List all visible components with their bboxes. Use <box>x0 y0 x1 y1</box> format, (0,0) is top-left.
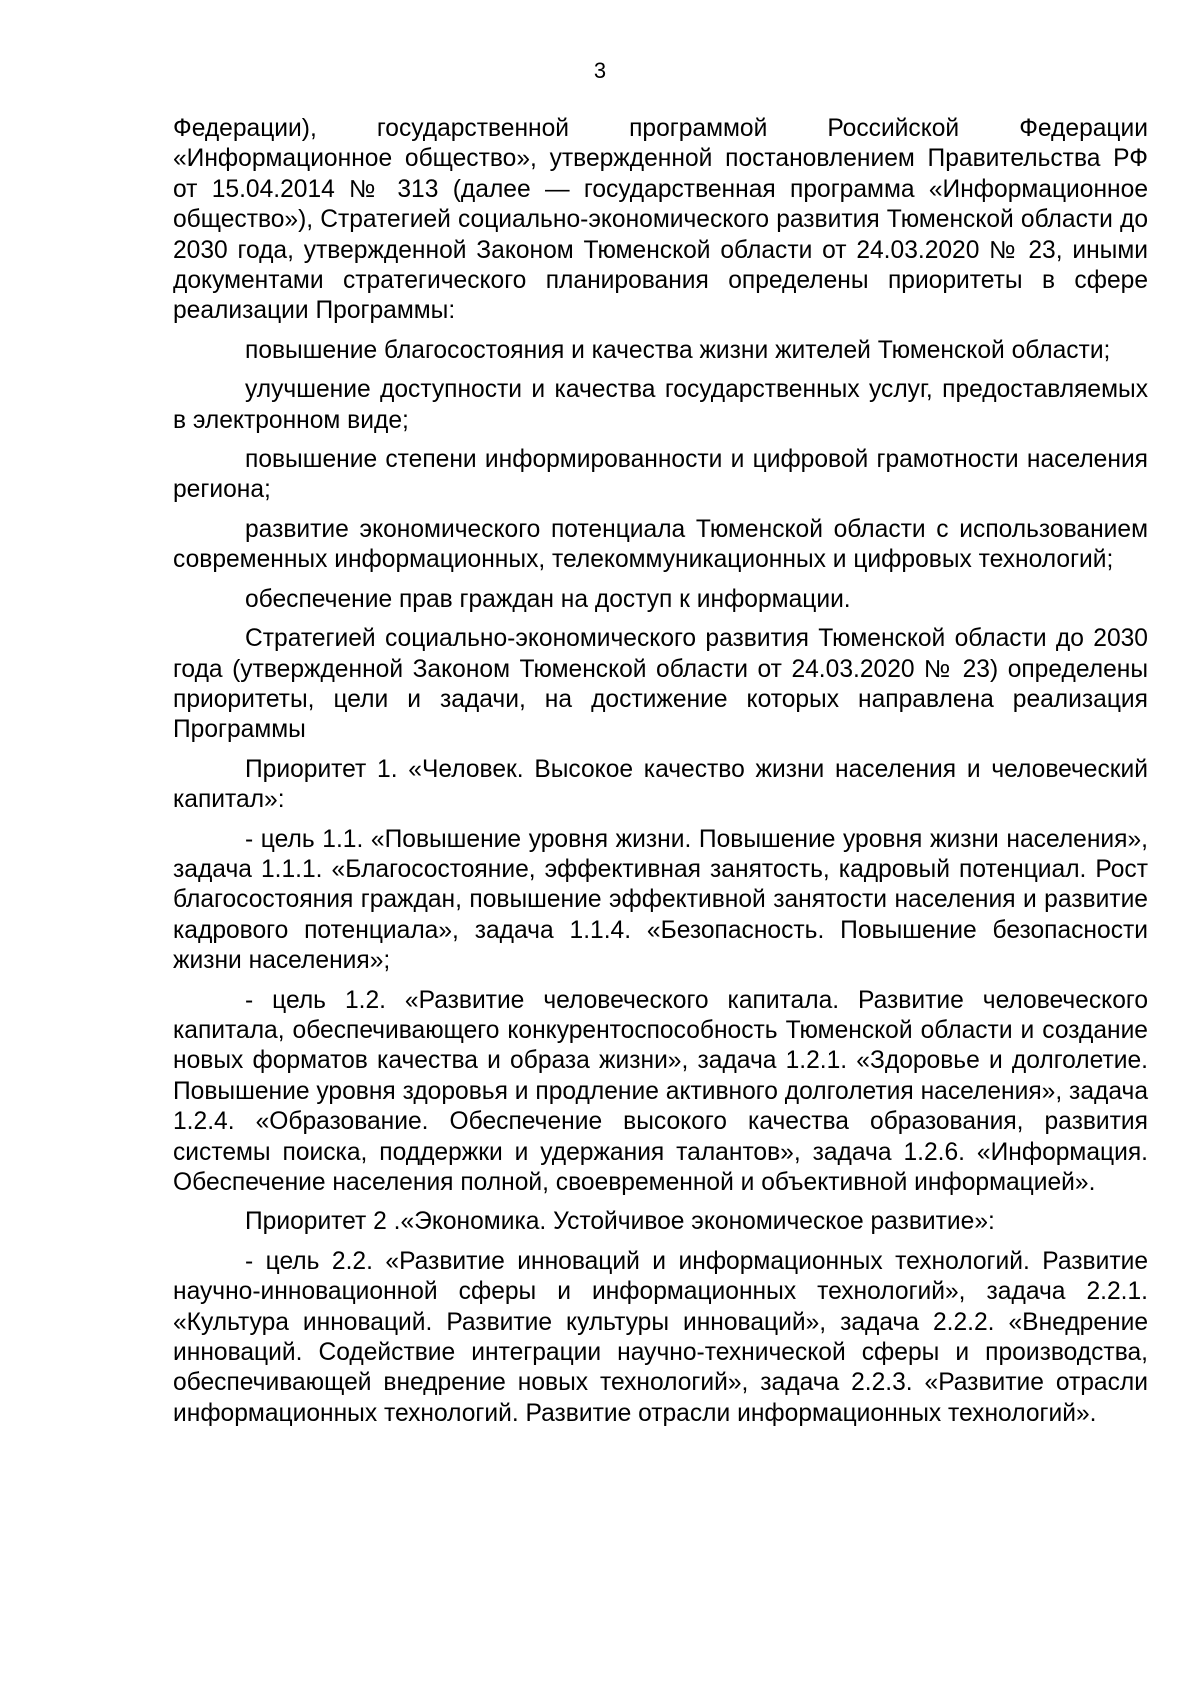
priority-item-literacy: повышение степени информированности и цифровой грамотности населения региона; <box>173 446 1148 504</box>
paragraph-intro: Федерации), государственной программой Российской Федерации «Информационное общество», утвержденной постановлением Правительства РФ от 15.04.2014 № 313 (далее — государственная программа «Информационное общество»), Стратегией социально-экономического развития Тюменской области до 2030 года, утвержденной Законом Тюменской области от 24.03.2020 № 23, иными документами стратегического планирования определены приоритеты в сфере реализации Программы: <box>173 115 1148 325</box>
priority-item-economy: развитие экономического потенциала Тюменской области с использованием современных информационных, телекоммуникационных и цифровых технологий; <box>173 515 1148 574</box>
document-body <box>173 114 1148 1438</box>
paragraph-goal-1-1: - цель 1.1. «Повышение уровня жизни. Повышение уровня жизни населения», задача 1.1.1. «Благосостояние, эффективная занятость, кадровый потенциал. Рост благосостояния граждан, повышение эффективной занятости населения и развитие кадрового потенциала», задача 1.1.4. «Безопасность. Повышение безопасности жизни населения»; <box>173 825 1148 975</box>
paragraph-goal-2-2: - цель 2.2. «Развитие инноваций и информационных технологий. Развитие научно-инновационной сферы и информационных технологий», задача 2.2.1. «Культура инноваций. Развитие культуры инноваций», задача 2.2.2. «Внедрение инноваций. Содействие интеграции научно-технической сферы и производства, обеспечивающей внедрение новых технологий», задача 2.2.3. «Развитие отрасли информационных технологий. Развитие отрасли информационных технологий». <box>173 1247 1148 1427</box>
paragraph-strategy: Стратегией социально-экономического развития Тюменской области до 2030 года (утвержденной Законом Тюменской области от 24.03.2020 № 23) определены приоритеты, цели и задачи, на достижение которых направлена реализация Программы <box>173 625 1148 744</box>
paragraph-goal-1-2: - цель 1.2. «Развитие человеческого капитала. Развитие человеческого капитала, обеспечивающего конкурентоспособность Тюменской области и создание новых форматов качества и образа жизни», задача 1.2.1. «Здоровье и долголетие. Повышение уровня здоровья и продление активного долголетия населения», задача 1.2.4. «Образование. Обеспечение высокого качества образования, развития системы поиска, поддержки и удержания талантов», задача 1.2.6. «Информация. Обеспечение населения полной, своевременной и объективной информацией». <box>173 986 1148 1196</box>
page-number: 3 <box>593 58 607 83</box>
priority-item-rights: обеспечение прав граждан на доступ к информации. <box>245 585 851 613</box>
priority-item-wellbeing: повышение благосостояния и качества жизни жителей Тюменской области; <box>245 336 1111 364</box>
paragraph-priority-1: Приоритет 1. «Человек. Высокое качество жизни населения и человеческий капитал»: <box>173 755 1148 814</box>
paragraph-priority-2: Приоритет 2 .«Экономика. Устойчивое экономическое развитие»: <box>245 1208 995 1236</box>
priority-item-services: улучшение доступности и качества государственных услуг, предоставляемых в электронном виде; <box>173 376 1148 434</box>
